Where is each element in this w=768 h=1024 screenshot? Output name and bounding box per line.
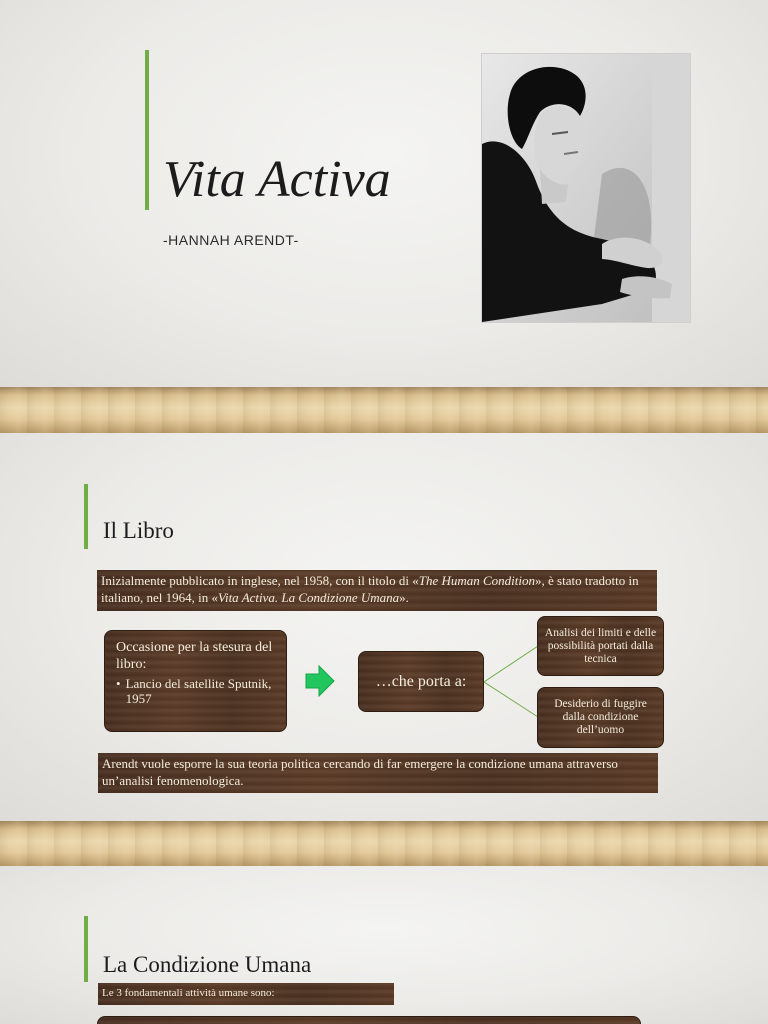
outcome-box-technology: Analisi dei limiti e delle possibilità portati dalla tecnica [537,616,664,676]
title-slide [0,0,768,387]
book-slide [0,433,768,821]
slide-title: Vita Activa [163,151,391,208]
wood-separator [0,821,768,866]
author-portrait-image [482,54,690,322]
wood-separator [0,387,768,433]
right-arrow-icon [304,665,336,697]
english-title: The Human Condition [418,573,536,588]
accent-bar [84,484,88,549]
human-condition-slide [0,866,768,1024]
italian-title: Vita Activa. La Condizione Umana [217,590,400,605]
lead-text-box: Le 3 fondamentali attività umane sono: [98,983,394,1005]
slide-heading: Il Libro [103,518,174,543]
slide-subtitle: -HANNAH ARENDT- [163,232,299,248]
accent-bar [145,50,149,210]
occasion-heading: Occasione per la stesura del libro: [116,640,273,672]
occasion-box [104,630,287,732]
connector-lines [484,613,540,723]
occasion-bullet: • Lancio del satellite Sputnik, 1957 [116,676,272,706]
slide-heading: La Condizione Umana [103,952,312,977]
content-box [97,1016,641,1024]
conclusion-text-box: Arendt vuole esporre la sua teoria politica cercando di far emergere la condizione umana attraverso un’analisi fenomenologica. [98,753,658,793]
outcome-box-escape: Desiderio di fuggire dalla condizione dell’uomo [537,687,664,748]
intro-text-box: Inizialmente pubblicato in inglese, nel 1958, con il titolo di «The Human Condition», è stato tradotto in italiano, nel 1964, in «Vita Activa. La Condizione Umana». [97,570,657,611]
leads-to-box: …che porta a: [358,651,484,712]
accent-bar [84,916,88,982]
bullet-dot-icon: • [116,676,121,691]
